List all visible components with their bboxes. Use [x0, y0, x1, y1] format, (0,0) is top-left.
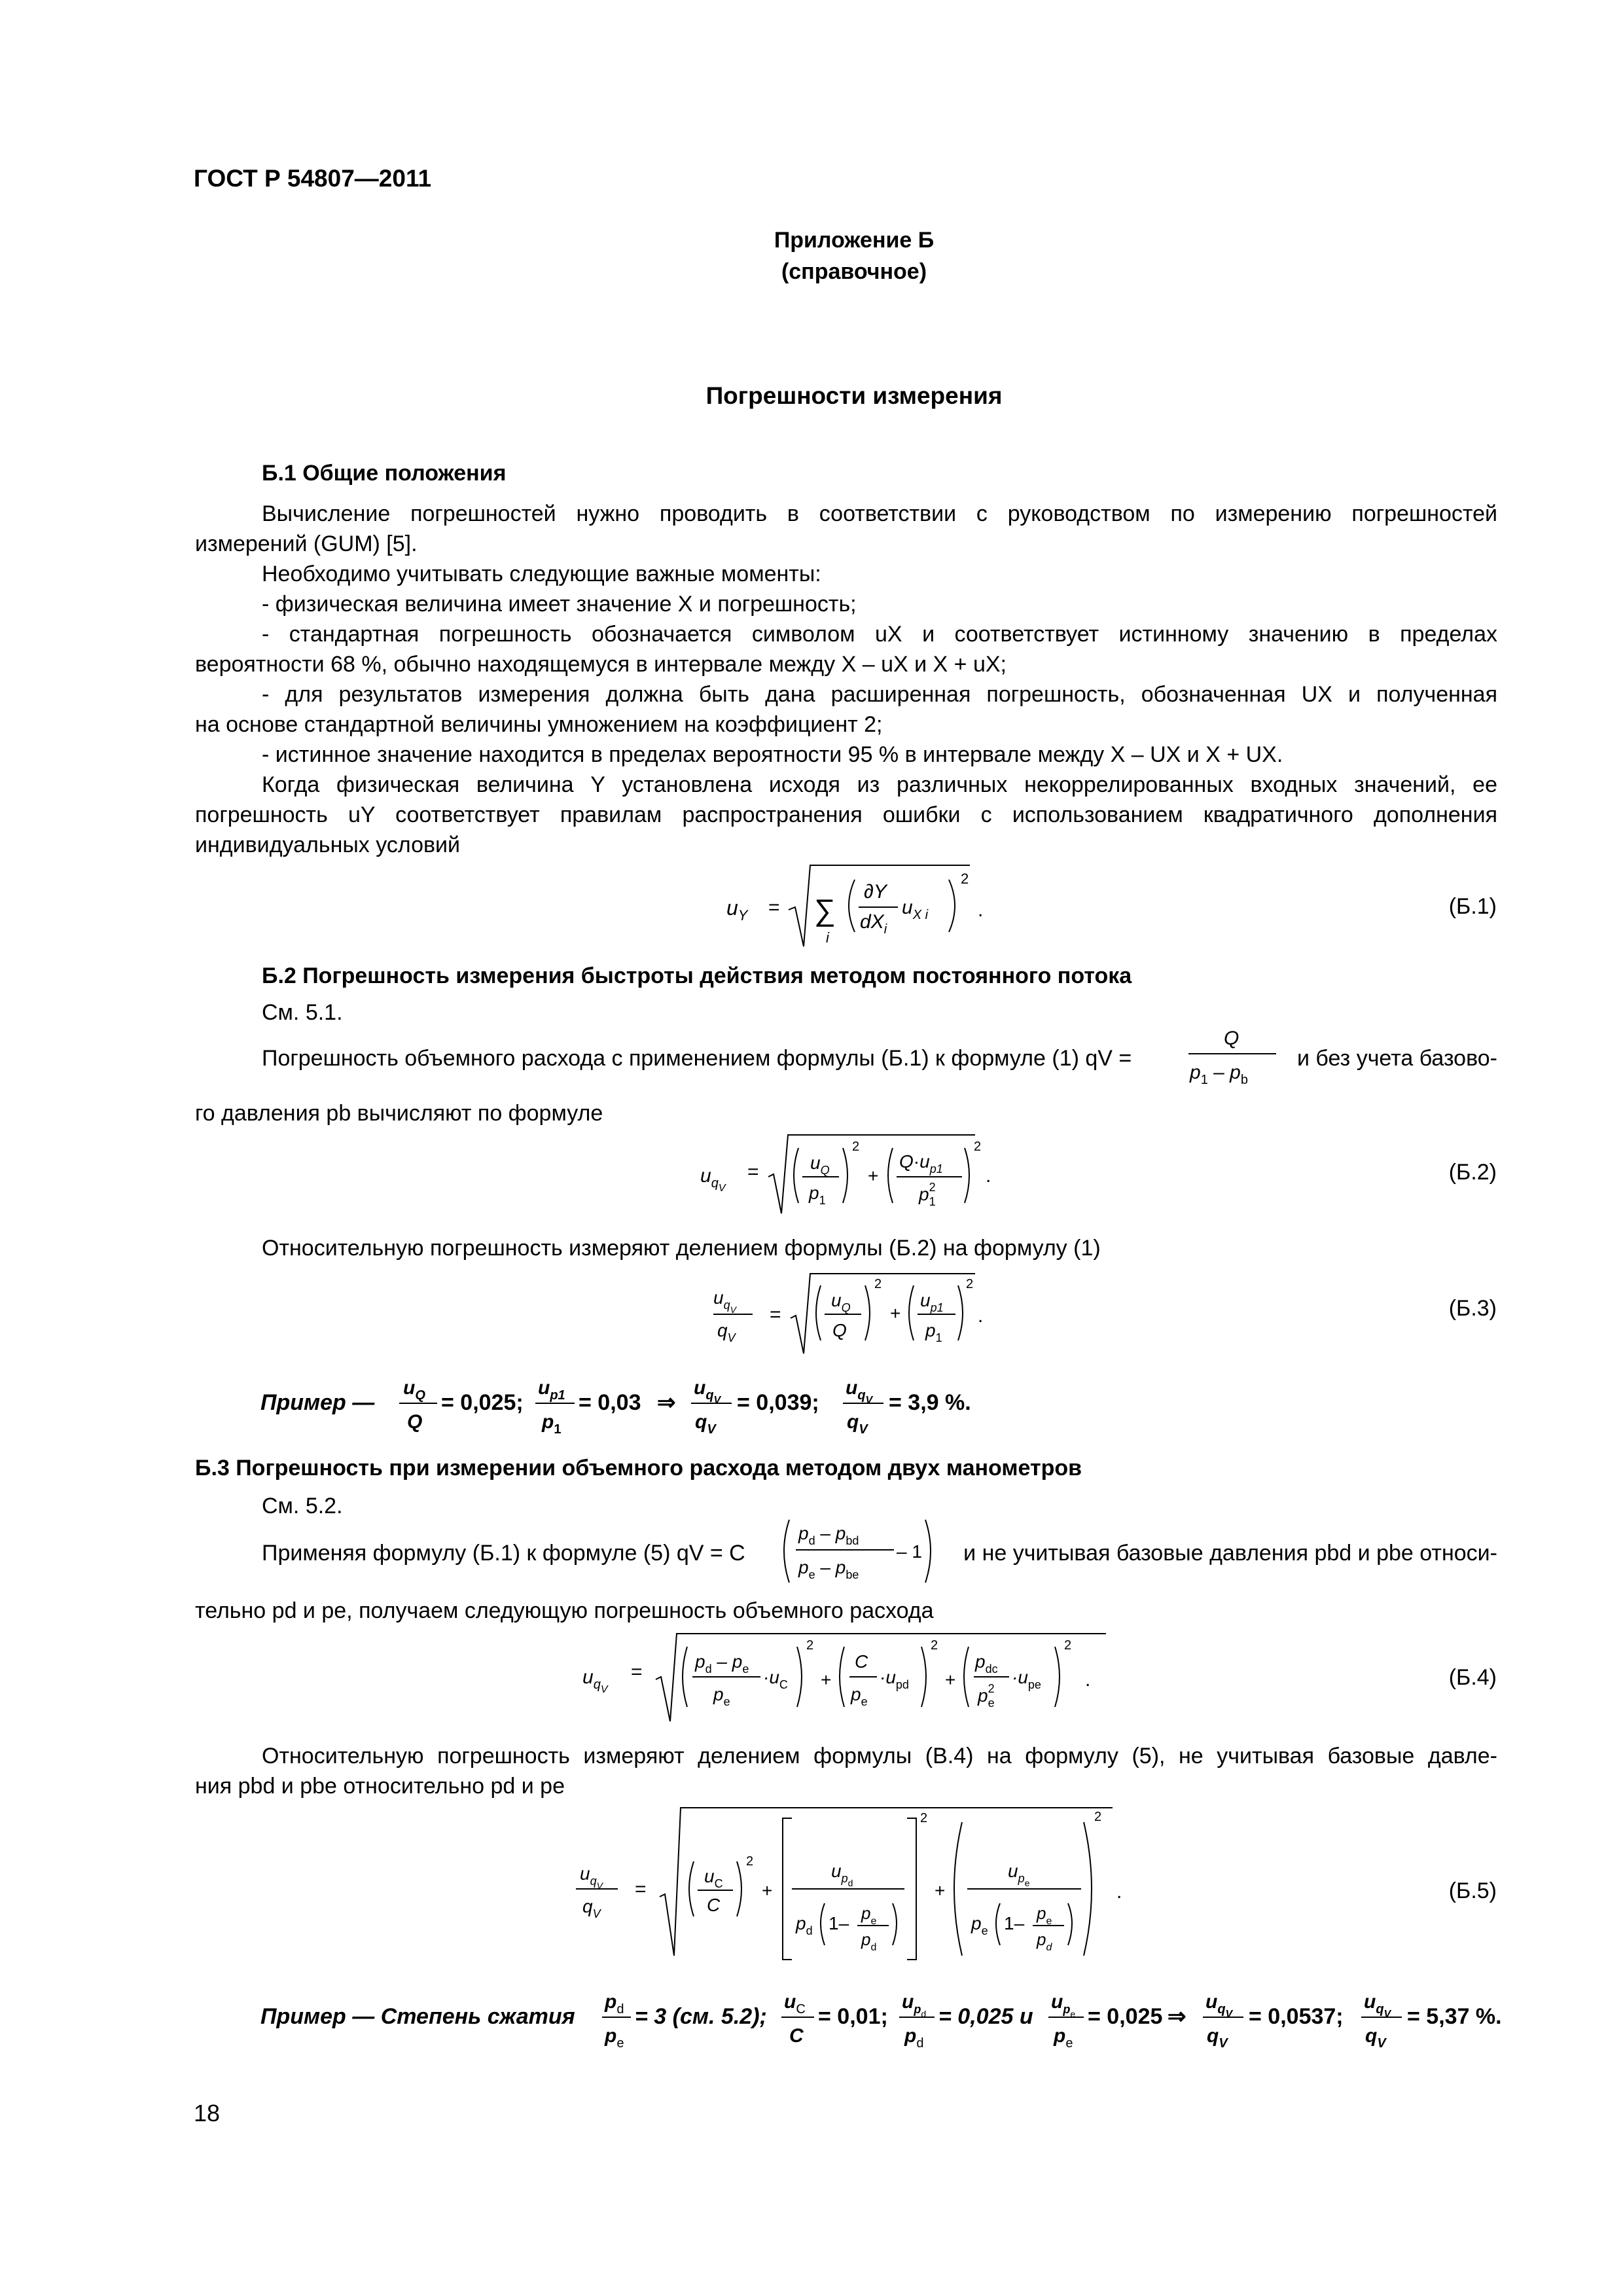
svg-text:.: . [978, 899, 984, 921]
b1-paragraph3-line2: погрешность uY соответствует правилам распространения ошибки с использованием квадратичного дополнения [195, 802, 1497, 827]
svg-text:2: 2 [806, 1638, 814, 1653]
svg-text:Q: Q [407, 1411, 423, 1433]
section-b2-heading: Б.2 Погрешность измерения быстроты действия методом постоянного потока [262, 963, 1132, 988]
eq-number-b3: (Б.3) [1448, 1296, 1497, 1321]
b1-paragraph3-line3: индивидуальных условий [195, 833, 461, 857]
svg-text:pd: $p_d$ [605, 1991, 624, 2017]
section-b3-heading: Б.3 Погрешность при измерении объемного расхода методом двух манометров [195, 1456, 1082, 1480]
svg-text:uC: $u_C$ [784, 1991, 806, 2017]
svg-text:·upd: $\cdot u_{pd}$ [880, 1667, 909, 1691]
example-b3 [260, 1983, 1504, 2055]
svg-text:upe: $u_{pe}$ [1051, 1991, 1076, 2019]
formula-b2 [700, 1126, 1001, 1224]
formula-b5 [576, 1799, 1139, 1969]
b2-paragraph1-line2: го давления pb вычисляют по формуле [195, 1101, 603, 1126]
svg-text:pe: $p_e$ [1054, 2025, 1073, 2051]
svg-text:uQ: $u_Q$ [831, 1290, 851, 1314]
svg-text:i: i [826, 929, 829, 946]
svg-text:upd: $u_{pd}$ [831, 1861, 853, 1888]
eq-number-b2: (Б.2) [1448, 1160, 1497, 1185]
svg-text:∑: ∑ [814, 893, 836, 927]
svg-text:uqV: $u_{qV}$ [582, 1666, 608, 1695]
example-b2-value-1: = 0,025; [441, 1390, 524, 1415]
b2-paragraph1-end: и без учета базово- [1296, 1046, 1497, 1071]
svg-text:pd: $p_d$ [796, 1913, 813, 1937]
svg-text:Q·up1: $Q\cdot u_{p1}$ [899, 1151, 943, 1175]
example-b3-value-1: = 3 (см. 5.2); [635, 2004, 767, 2029]
b1-paragraph3-line1: Когда физическая величина Y установлена исходя из различных некоррелированных входных значений, ее [262, 772, 1497, 797]
svg-text:+: + [890, 1303, 901, 1323]
svg-text:2: 2 [920, 1811, 928, 1825]
svg-text:pd: $p_d$ [861, 1929, 877, 1953]
svg-text:uqV: $u_{qV}$ [713, 1287, 736, 1315]
svg-text:2: 2 [966, 1277, 974, 1291]
b1-item4: - истинное значение находится в пределах вероятности 95 % в интервале между X – UX и X + UX. [262, 742, 1283, 767]
formula-qv-two-gauge-inline [779, 1509, 936, 1594]
svg-text:⇒: ⇒ [1168, 2004, 1186, 2029]
svg-text:pdc: $p_{dc}$ [975, 1651, 998, 1676]
svg-text:=: = [770, 1304, 781, 1325]
example-b3-label: Пример — Степень сжатия [260, 2004, 575, 2029]
b1-paragraph2: Необходимо учитывать следующие важные моменты: [262, 562, 821, 586]
svg-text:uqV: $u_{qV}$ [700, 1165, 726, 1194]
svg-text:1–: 1– [829, 1913, 849, 1933]
b1-item3-line1: - для результатов измерения должна быть дана расширенная погрешность, обозначенная UX и полученная [262, 682, 1497, 707]
svg-text:p1: $p_1$ [542, 1411, 562, 1437]
svg-text:+: + [935, 1880, 946, 1901]
svg-text:2: 2 [874, 1277, 882, 1291]
svg-text:C: C [789, 2025, 804, 2047]
svg-text:.: . [1085, 1669, 1091, 1691]
svg-text:p1: $p_1$ [809, 1183, 826, 1207]
svg-text:Q: Q [832, 1320, 847, 1340]
svg-text:pe: $p_e$ [971, 1913, 988, 1937]
b2-see: См. 5.1. [262, 1000, 343, 1025]
svg-text:upd: $u_{pd}$ [902, 1991, 927, 2019]
formula-b3 [713, 1263, 988, 1361]
svg-text:qV: $q_V$ [1365, 2025, 1386, 2051]
svg-text:qV: $q_V$ [582, 1896, 601, 1920]
svg-text:– 1: – 1 [897, 1541, 922, 1562]
svg-text:pd: $p_d$ [1037, 1929, 1052, 1953]
b1-item1: - физическая величина имеет значение X и погрешность; [262, 592, 857, 617]
example-b2-value-2: = 0,03 [579, 1390, 641, 1415]
b1-paragraph1-line2: измерений (GUM) [5]. [195, 531, 418, 556]
svg-text:2: 2 [746, 1854, 754, 1869]
svg-text:1–: 1– [1004, 1913, 1025, 1933]
b1-item2-line2: вероятности 68 %, обычно находящемуся в интервале между X – uX и X + uX; [195, 652, 1007, 677]
svg-text:p21: $p^2$ 1 [919, 1181, 936, 1208]
svg-text:pe: $p_e$ [713, 1684, 730, 1708]
b3-paragraph1-start: Применяя формулу (Б.1) к формуле (5) qV = C [262, 1541, 745, 1566]
svg-text:+: + [868, 1166, 879, 1186]
svg-text:·upe: $\cdot u_{pe}$ [1012, 1667, 1041, 1691]
page-number: 18 [194, 2100, 221, 2126]
b3-paragraph2-line1: Относительную погрешность измеряют делением формулы (В.4) на формулу (5), не учитывая базовые давле- [262, 1744, 1497, 1768]
example-b2-label: Пример — [260, 1390, 375, 1415]
svg-text:uC: $u_C$ [704, 1866, 723, 1890]
svg-text:+: + [821, 1670, 832, 1690]
svg-text:qV: $q_V$ [717, 1320, 736, 1344]
appendix-title: Приложение Б [774, 228, 935, 253]
b1-item3-line2: на основе стандартной величины умножением на коэффициент 2; [195, 712, 883, 737]
svg-text:up1: $u_{p1}$ [920, 1290, 944, 1314]
svg-text:2: 2 [1064, 1638, 1072, 1653]
eq-number-b1: (Б.1) [1448, 894, 1497, 919]
svg-text:qV: $q_V$ [847, 1411, 868, 1437]
b3-see: См. 5.2. [262, 1494, 343, 1518]
svg-text:pd – pbd: $p_d - p_{bd}$ [798, 1523, 859, 1547]
svg-text:pe: $p_e$ [605, 2025, 624, 2051]
svg-text:pe: $p_e$ [851, 1684, 868, 1708]
example-b3-value-5: = 0,0537; [1249, 2004, 1344, 2029]
svg-text:2: 2 [1094, 1810, 1102, 1824]
svg-text:Q: Q [1224, 1028, 1240, 1049]
svg-text:pd: $p_d$ [904, 2025, 924, 2051]
formula-b1 [726, 857, 1001, 956]
svg-text:qV: $q_V$ [695, 1411, 716, 1437]
svg-text:uqV: $u_{qV}$ [846, 1377, 873, 1406]
svg-text:uQ: $u_Q$ [403, 1377, 425, 1403]
section-b1-heading: Б.1 Общие положения [262, 461, 507, 486]
svg-text:=: = [635, 1878, 647, 1900]
svg-text:+: + [762, 1880, 773, 1901]
b3-paragraph1-line2: тельно pd и pe, получаем следующую погрешность объемного расхода [195, 1598, 934, 1623]
svg-text:up1: $u_{p1}$ [538, 1377, 565, 1403]
svg-text:uqV: $u_{qV}$ [580, 1863, 603, 1891]
formula-qv-inline [1185, 1022, 1283, 1088]
svg-text:pe – pbe: $p_e - p_{be}$ [798, 1557, 859, 1581]
appendix-subtitle: (справочное) [781, 259, 927, 284]
appendix-heading: Погрешности измерения [705, 382, 1003, 409]
standard-header: ГОСТ Р 54807—2011 [194, 165, 432, 192]
example-b2-value-4: = 3,9 %. [889, 1390, 971, 1415]
svg-text:·uC: $\cdot u_C$ [763, 1667, 788, 1691]
svg-text:p2e: $p^2$ e [978, 1682, 995, 1710]
example-b2-value-3: = 0,039; [737, 1390, 819, 1415]
b1-paragraph1-line1: Вычисление погрешностей нужно проводить в соответствии с руководством по измерению погрешностей [262, 501, 1497, 526]
example-b3-value-6: = 5,37 %. [1407, 2004, 1502, 2029]
svg-text:⇒: ⇒ [657, 1390, 676, 1415]
eq-number-b4: (Б.4) [1448, 1665, 1497, 1690]
b3-paragraph2-line2: ния pbd и pbe относительно pd и pe [195, 1774, 565, 1799]
svg-text:uqV: $u_{qV}$ [1205, 1991, 1233, 2020]
svg-text:.: . [978, 1305, 984, 1327]
example-b3-value-2: = 0,01; [818, 2004, 888, 2029]
svg-text:∂Y: ∂Y [864, 881, 887, 903]
svg-text:=: = [747, 1161, 759, 1183]
svg-text:pd – pe: $p_d - p_e$ [695, 1651, 749, 1676]
svg-text:pe: $p_e$ [1037, 1903, 1052, 1927]
svg-text:upe: $u_{pe}$ [1008, 1861, 1030, 1888]
svg-text:C: C [855, 1651, 868, 1672]
svg-text:C: C [707, 1895, 721, 1915]
example-b3-value-3: = 0,025 и [938, 2004, 1033, 2029]
formula-b4 [582, 1623, 1132, 1734]
svg-text:uQ: $u_Q$ [810, 1153, 830, 1177]
b2-paragraph1-start: Погрешность объемного расхода с применением формулы (Б.1) к формуле (1) qV = [262, 1046, 1132, 1071]
b2-paragraph2: Относительную погрешность измеряют делением формулы (Б.2) на формулу (1) [262, 1236, 1101, 1261]
svg-text:dXi: $dX_i$ [860, 911, 887, 937]
svg-text:pe: $p_e$ [861, 1903, 877, 1927]
b3-paragraph1-end: и не учитывая базовые давления pbd и pbe относи- [963, 1541, 1497, 1566]
example-b2 [260, 1369, 987, 1441]
svg-text:.: . [1116, 1881, 1122, 1903]
svg-text:+: + [945, 1670, 956, 1690]
svg-text:2: 2 [961, 870, 969, 887]
svg-text:uqV: $u_{qV}$ [694, 1377, 721, 1406]
example-b3-value-4: = 0,025 [1088, 2004, 1163, 2029]
svg-text:uqV: $u_{qV}$ [1364, 1991, 1391, 2020]
svg-text:uY: $u_Y$ [726, 896, 748, 924]
svg-text:2: 2 [852, 1139, 860, 1154]
svg-text:p1: $p_1$ [925, 1320, 942, 1344]
svg-text:uX i: $u_{X i}$ [902, 897, 929, 922]
b1-item2-line1: - стандартная погрешность обозначается символом uX и соответствует истинному значению в пределах [262, 622, 1497, 647]
svg-text:=: = [631, 1661, 643, 1683]
eq-number-b5: (Б.5) [1448, 1878, 1497, 1903]
svg-text:.: . [986, 1165, 991, 1187]
svg-text:=: = [768, 897, 780, 918]
svg-text:2: 2 [931, 1638, 938, 1653]
svg-text:2: 2 [974, 1139, 982, 1154]
svg-text:qV: $q_V$ [1207, 2025, 1228, 2051]
svg-text:p1 – pb: $p_1 - p_b$ [1190, 1062, 1248, 1087]
